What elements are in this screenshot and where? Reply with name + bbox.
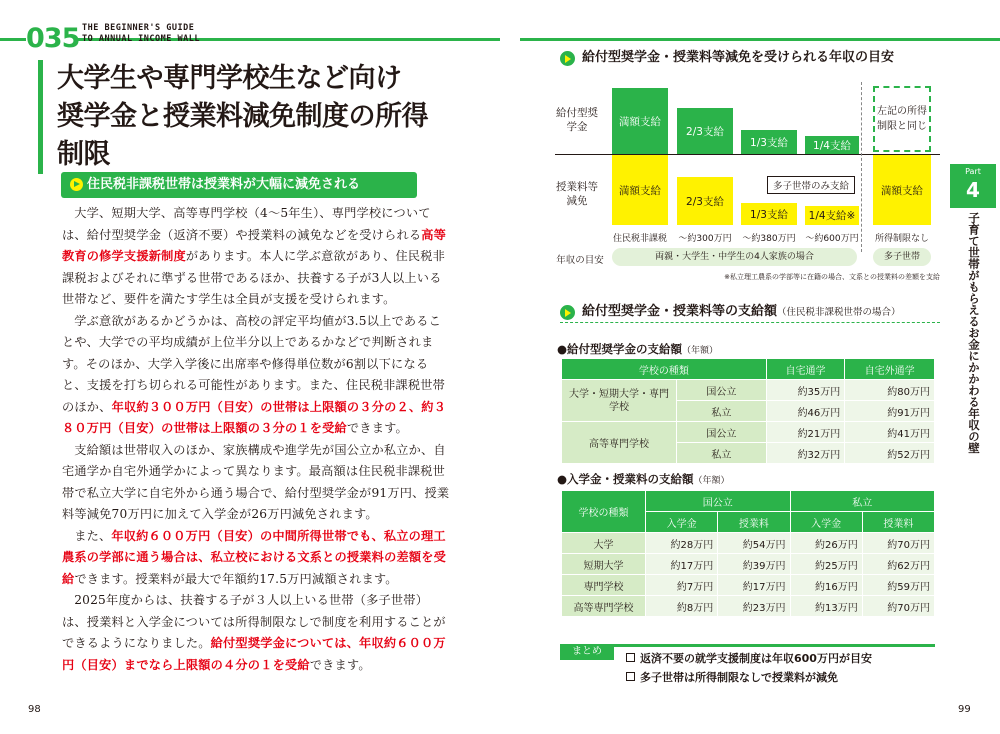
axis-label: 年収の目安 [556,255,604,266]
part-title: 子育て世帯がもらえるお金にかかわる年収の壁 [967,212,981,454]
table-cell: 約25万円 [790,554,862,575]
chart-footnote: ※私立理工農系の学部等に在籍の場合、文系との授業料の差額を支給 [724,273,940,281]
table-cell: 約21万円 [766,422,845,443]
paragraph [62,440,450,526]
eligibility-chart [555,82,940,272]
summary-item [626,669,838,685]
table-header: 自宅外通学 [845,359,935,380]
table-unit: （年額） [682,346,719,356]
table-cell: 国公立 [677,380,767,401]
table1-title: ●給付型奨学金の支給額（年額） [557,342,719,356]
table-header: 自宅通学 [766,359,845,380]
section-heading [61,172,417,198]
table-cell: 約26万円 [790,533,862,554]
table-row [562,554,935,575]
text: できます。授業料が最大で年額約17.5万円減額されます。 [74,571,398,586]
text: があります。本人に学ぶ意欲があり、住民税非課税およびそれに準ずる世帯であるほか、扶養する子が3人以上いる世帯など、要件を満たす学生は全員が支援を受けられます。 [62,249,446,306]
table-header: 入学金 [790,512,862,533]
income-label: 住民税非課税 [612,234,667,244]
table-cell: 約17万円 [646,554,718,575]
part-tab [950,164,996,208]
table-cell: 約7万円 [646,575,718,596]
table-cell: 私立 [677,401,767,422]
multi-child-note: 多子世帯のみ支給 [767,176,855,194]
table-cell: 専門学校 [562,575,646,596]
arrow-bullet-icon [560,51,575,66]
guide-subtitle [82,23,200,45]
table-header: 授業料 [862,512,934,533]
page-title-line1: 大学生や専門学校生など向け [57,63,402,94]
table-cell: 約8万円 [646,596,718,617]
table-cell: 約70万円 [862,533,934,554]
table-cell: 約32万円 [766,443,845,464]
chart-bar: 1/4支給 [805,136,859,154]
table-cell: 約16万円 [790,575,862,596]
tuition-table [561,490,935,617]
page-number-left: 98 [28,704,41,715]
chart-bar: 満額支給 [873,155,931,225]
income-label: 所得制限なし [874,234,929,244]
paragraph [62,526,450,591]
row-label-scholarship: 給付型奨学金 [556,107,598,133]
income-label: ～約380万円 [742,234,796,244]
table-cell: 約41万円 [845,422,935,443]
table2-title: ●入学金・授業料の支給額（年額） [557,472,730,486]
table-row [562,575,935,596]
part-number: 4 [966,178,980,202]
highlight-text: 給付型奨学金については、年収約６００万円（目安）までなら上限額の４分の１を受給 [62,636,446,672]
table-cell: 短期大学 [562,554,646,575]
table-cell: 約80万円 [845,380,935,401]
table-cell: 約23万円 [718,596,790,617]
chart-bar: 1/4支給※ [805,206,859,225]
table-cell: 約13万円 [790,596,862,617]
chart-bar: 2/3支給 [677,108,733,154]
amounts-heading-note: （住民税非課税世帯の場合） [777,307,901,318]
income-label: ～約300万円 [678,234,732,244]
heading-rule [560,322,940,323]
multi-child-label: 多子世帯 [873,248,931,266]
table-header: 学校の種類 [562,491,646,533]
same-limit-box: 左記の所得制限と同じ [873,86,931,152]
guide-subtitle-line2: TO ANNUAL INCOME WALL [82,34,200,44]
body-text [62,203,450,676]
table-cell: 高等専門学校 [562,422,677,464]
arrow-bullet-icon [560,305,575,320]
table-cell: 高等専門学校 [562,596,646,617]
chart-bar: 満額支給 [612,155,668,225]
table-header-row [562,491,935,512]
text: 大学、短期大学、高等専門学校（4～5年生）、専門学校については、給付型奨学金（返済不要）や授業料の減免などを受けられる [62,206,431,242]
table-cell: 私立 [677,443,767,464]
summary-item-text: 多子世帯は所得制限なしで授業料が減免 [640,671,838,684]
scholarship-table [561,358,935,464]
summary-item-text: 返済不要の就学支援制度は年収600万円が目安 [640,652,872,665]
chart-heading-text: 給付型奨学金・授業料等減免を受けられる年収の目安 [582,50,895,65]
table-cell: 約17万円 [718,575,790,596]
table-cell: 約62万円 [862,554,934,575]
chart-heading [560,48,940,68]
text: できます。 [346,421,408,435]
page-title-line2: 奨学金と授業料減免制度の所得制限 [57,101,428,170]
highlight-text: 年収約３００万円（目安）の世帯は上限額の３分の２、約３８０万円（目安）の世帯は上限額の３分の１を受給 [62,399,447,435]
summary-rule [560,644,935,647]
text: 支給額は世帯収入のほか、家族構成や進学先が国公立か私立か、自宅通学か自宅外通学かによって異なります。最高額は住民税非課税世帯で私立大学に自宅外から通う場合で、給付型奨学金が91万円、授業料等減免70万円に加えて入学金が26万円減免されます。 [62,442,450,521]
table-cell: 国公立 [677,422,767,443]
chart-bar: 1/3支給 [741,130,797,154]
table-cell: 約70万円 [862,596,934,617]
table-row [562,596,935,617]
section-number: 035 [26,20,74,58]
page-title [38,60,448,174]
table-row [562,422,935,443]
text: できます。 [309,657,371,672]
table-title-text: 入学金・授業料の支給額 [567,472,694,486]
page-number-right: 99 [958,704,971,715]
income-label: ～約600万円 [805,234,859,244]
chart-bar: 満額支給 [612,88,668,154]
table-cell: 約52万円 [845,443,935,464]
table-cell: 約35万円 [766,380,845,401]
chart-separator [861,82,862,252]
text: 学ぶ意欲があるかどうかは、高校の評定平均値が3.5以上であることや、大学での平均成績が上位半分以上であるかなどで判断されます。そのほか、大学入学後に出席率や修得単位数が6割以下になると、支援を打ち切られる可能性があります。また、住民税非課税世帯のほか、 [62,313,446,414]
amounts-heading [560,302,940,322]
table-cell: 約46万円 [766,401,845,422]
paragraph [62,311,450,440]
header-rule-right [520,38,1000,41]
row-label-tuition: 授業料等減免 [556,181,598,207]
amounts-heading-text: 給付型奨学金・授業料等の支給額 [582,304,778,319]
table-header: 入学金 [646,512,718,533]
chart-bar: 2/3支給 [677,177,733,225]
table-cell: 約59万円 [862,575,934,596]
table-cell: 大学 [562,533,646,554]
checkbox-icon [626,653,635,662]
table-header: 国公立 [646,491,791,512]
table-header-row [562,359,935,380]
table-unit: （年額） [693,476,730,486]
text: また、 [74,528,112,543]
arrow-bullet-icon [70,178,83,191]
guide-subtitle-line1: THE BEGINNER'S GUIDE [82,23,195,33]
table-header: 学校の種類 [562,359,767,380]
summary-label: まとめ [560,644,614,660]
table-header: 授業料 [718,512,790,533]
section-heading-text: 住民税非課税世帯は授業料が大幅に減免される [87,177,361,192]
table-row [562,380,935,401]
summary-item [626,650,872,666]
table-cell: 約54万円 [718,533,790,554]
table-cell: 約91万円 [845,401,935,422]
table-title-text: 給付型奨学金の支給額 [567,342,683,356]
table-row [562,533,935,554]
table-cell: 大学・短期大学・専門学校 [562,380,677,422]
checkbox-icon [626,672,635,681]
table-header: 私立 [790,491,935,512]
highlight-text: 高等教育の修学支援新制度 [62,227,447,263]
chart-bar: 1/3支給 [741,203,797,225]
family-label: 両親・大学生・中学生の4人家族の場合 [612,248,857,266]
paragraph [62,203,450,311]
paragraph [62,590,450,676]
part-label: Part [965,167,981,176]
table-cell: 約39万円 [718,554,790,575]
highlight-text: 年収約６００万円（目安）の中間所得世帯でも、私立の理工農系の学部に通う場合は、私立校における文系との授業料の差額を受給 [62,528,447,586]
text: 2025年度からは、扶養する子が３人以上いる世帯（多子世帯）は、授業料と入学金については所得制限なしで制度を利用することができるようになりました。 [62,593,446,650]
table-cell: 約28万円 [646,533,718,554]
